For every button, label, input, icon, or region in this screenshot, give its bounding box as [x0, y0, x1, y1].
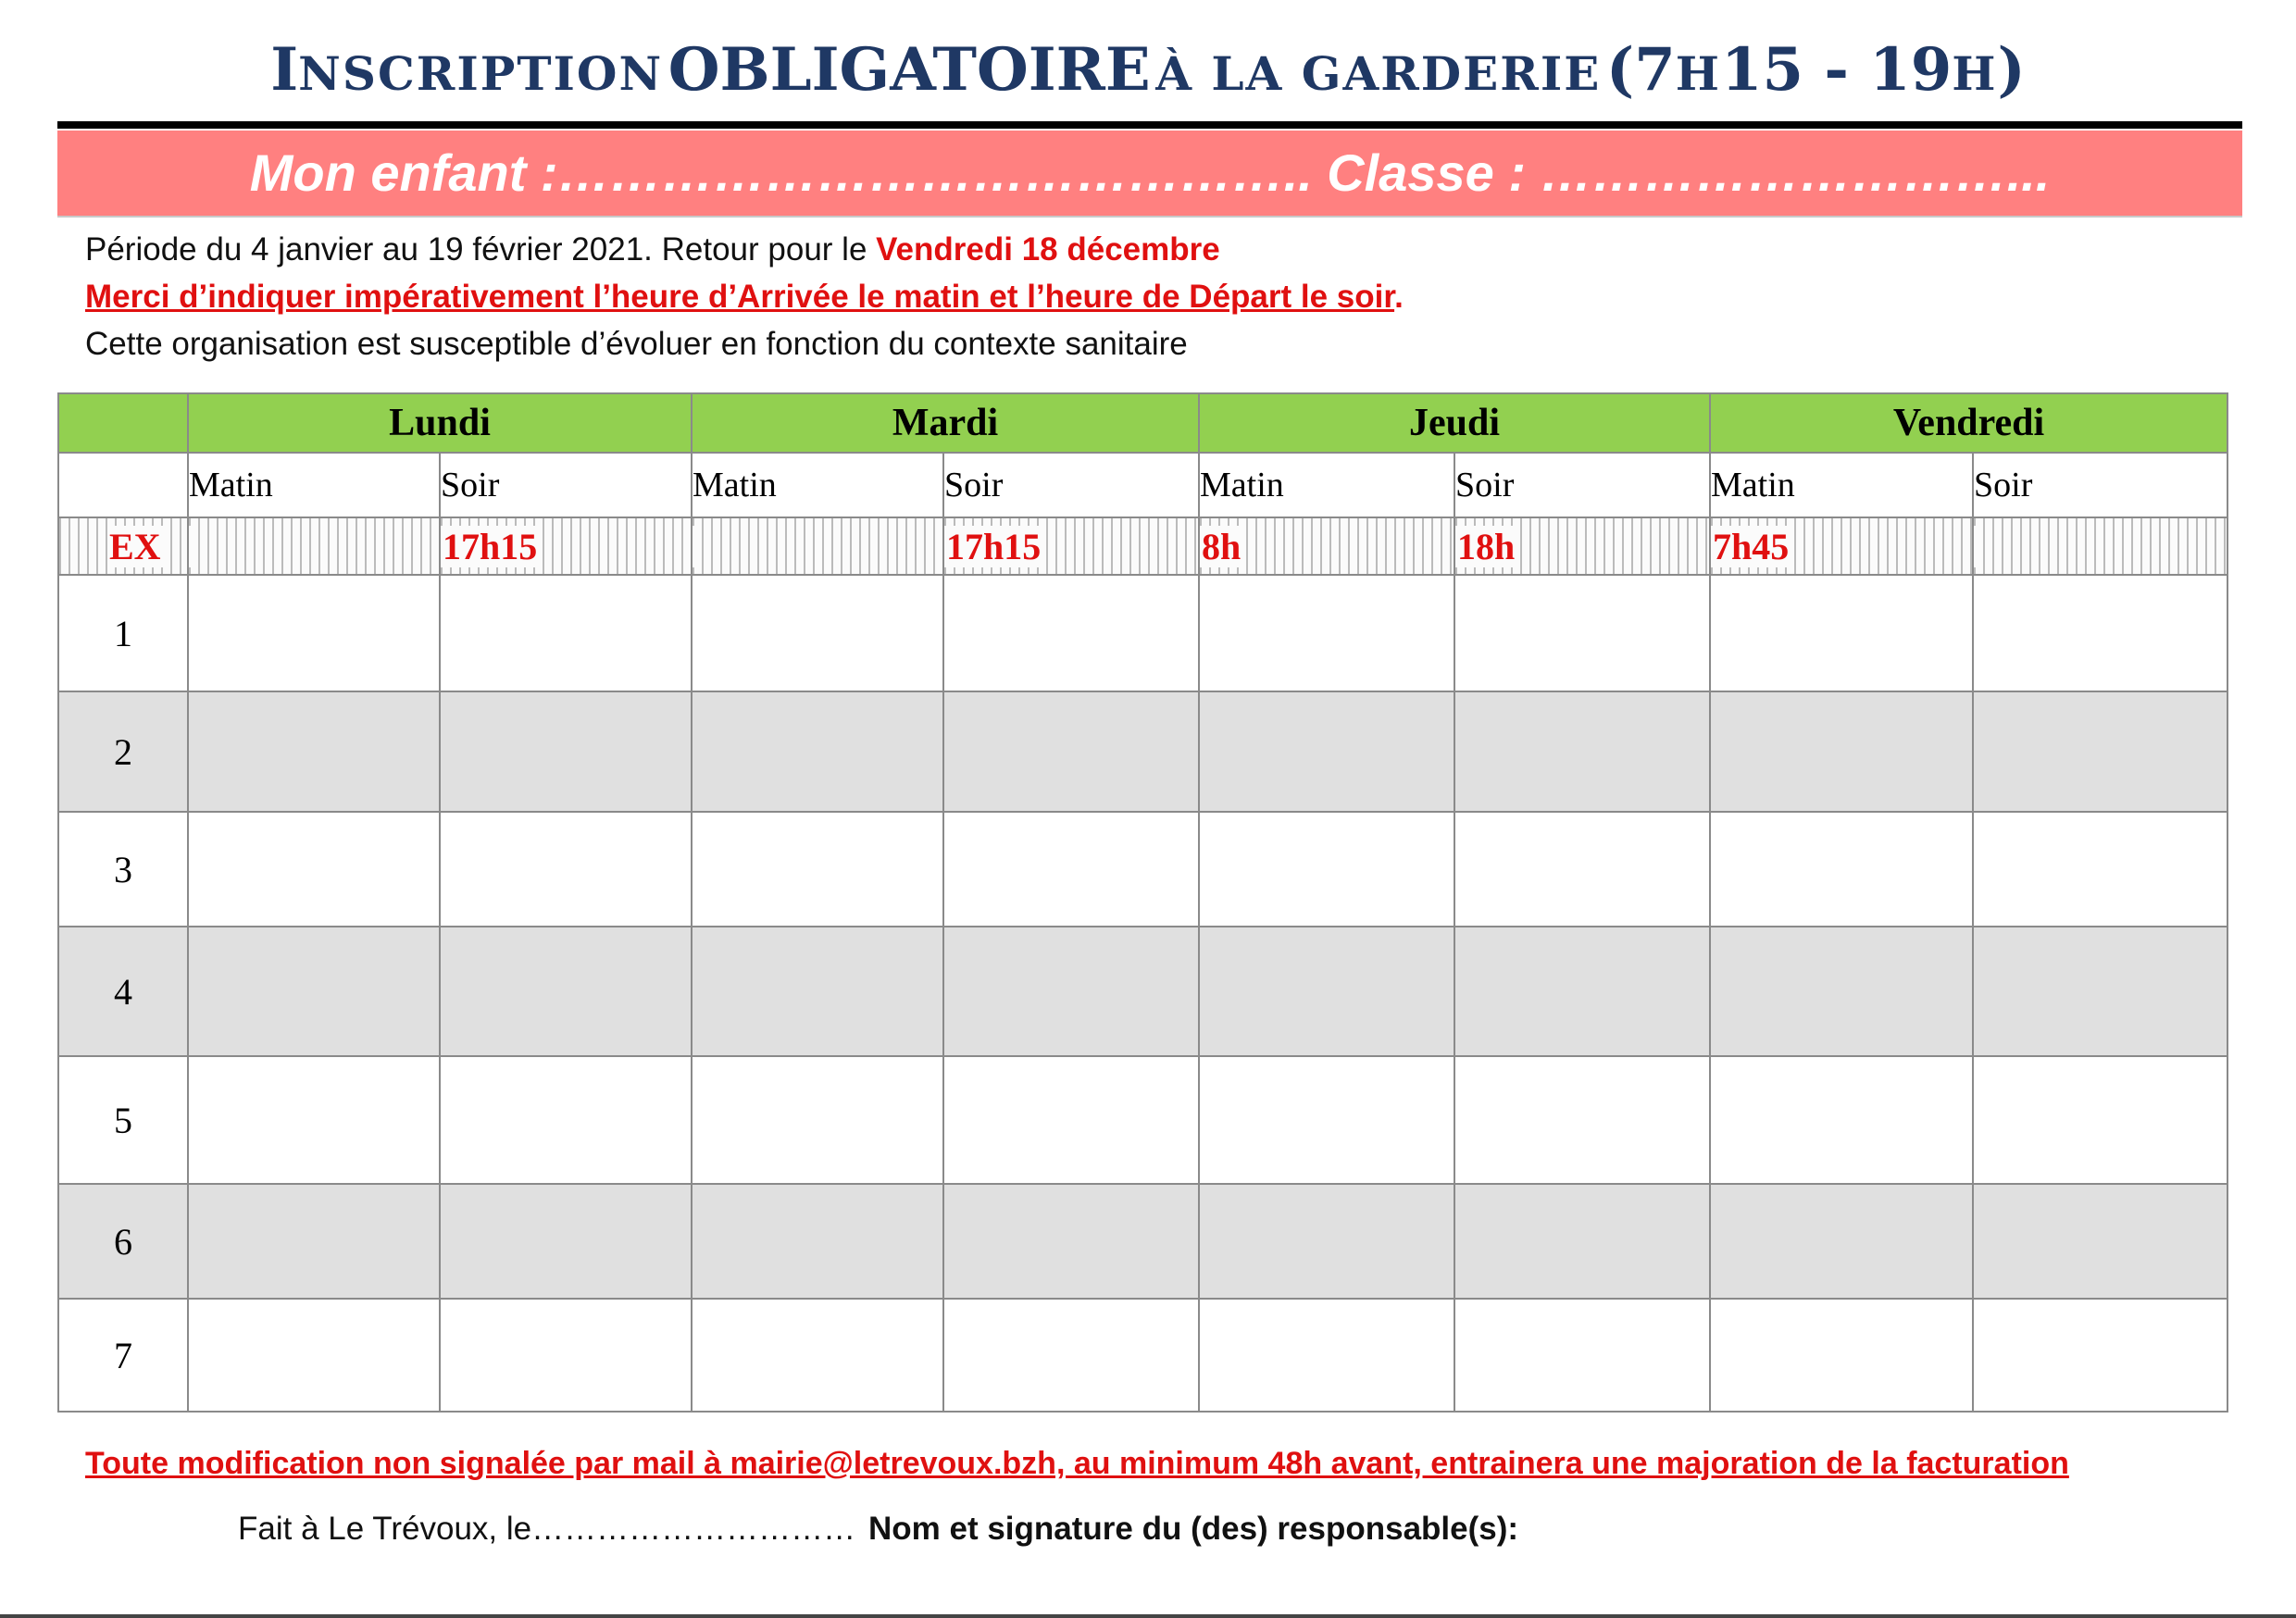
time-cell[interactable] — [1199, 575, 1454, 691]
time-cell[interactable] — [188, 575, 440, 691]
time-cell[interactable] — [440, 1184, 692, 1299]
time-cell[interactable] — [692, 927, 943, 1056]
title-part: I — [270, 35, 299, 105]
example-cell — [1199, 517, 1454, 575]
child-class-banner[interactable]: Mon enfant :…………………………………….. Classe : ………………………... — [57, 131, 2242, 216]
time-cell[interactable] — [1710, 1184, 1973, 1299]
example-value — [693, 526, 696, 567]
example-label: EX — [109, 525, 161, 567]
sanitary-note: Cette organisation est susceptible d’évoluer en fonction du contexte sanitaire — [85, 326, 1188, 362]
title-part: ) — [1997, 35, 2026, 105]
example-cell — [440, 517, 692, 575]
time-cell[interactable] — [1973, 575, 2227, 691]
time-cell[interactable] — [1710, 1299, 1973, 1412]
period-line — [85, 231, 1220, 268]
table-row — [58, 1056, 2227, 1184]
table-row — [58, 691, 2227, 812]
table-row — [58, 1184, 2227, 1299]
title-part: 15 - 19 — [1720, 35, 1953, 105]
time-cell[interactable] — [440, 691, 692, 812]
time-cell[interactable] — [188, 927, 440, 1056]
example-cell — [58, 517, 188, 575]
example-row — [58, 517, 2227, 575]
day-header: Lundi — [188, 393, 692, 453]
title-part: H — [1675, 46, 1721, 101]
place-date-field[interactable]: Fait à Le Trévoux, le………………………… — [238, 1511, 856, 1547]
title-part: NSCRIPTION — [298, 46, 664, 101]
time-cell[interactable] — [188, 1299, 440, 1412]
modification-notice: Toute modification non signalée par mail à mairie@letrevoux.bzh, au minimum 48h avant, entrainera une majoration de la facturation — [85, 1446, 2069, 1481]
time-cell[interactable] — [692, 575, 943, 691]
week-number: 4 — [58, 927, 188, 1056]
time-cell[interactable] — [440, 927, 692, 1056]
time-cell[interactable] — [692, 812, 943, 927]
session-header: Matin — [188, 453, 440, 517]
title-part: (7 — [1605, 35, 1676, 105]
time-cell[interactable] — [1454, 691, 1710, 812]
time-cell[interactable] — [943, 812, 1199, 927]
time-cell[interactable] — [440, 575, 692, 691]
corner-cell — [58, 393, 188, 453]
time-cell[interactable] — [692, 1184, 943, 1299]
example-value: 17h15 — [946, 525, 1042, 567]
example-value — [189, 526, 193, 567]
bottom-border — [0, 1614, 2296, 1618]
corner-cell — [58, 453, 188, 517]
time-cell[interactable] — [188, 1184, 440, 1299]
time-cell[interactable] — [188, 812, 440, 927]
time-cell[interactable] — [943, 691, 1199, 812]
session-header: Soir — [440, 453, 692, 517]
example-cell — [1454, 517, 1710, 575]
time-cell[interactable] — [692, 1299, 943, 1412]
title-part: H — [1952, 46, 1998, 101]
time-cell[interactable] — [1199, 927, 1454, 1056]
instruction-text: Merci d’indiquer impérativement l’heure d’Arrivée le matin et l’heure de Départ le soir — [85, 279, 1395, 315]
time-cell[interactable] — [1199, 1299, 1454, 1412]
session-header: Soir — [1973, 453, 2227, 517]
example-cell — [1710, 517, 1973, 575]
page-title — [0, 35, 2296, 118]
time-cell[interactable] — [1454, 1056, 1710, 1184]
time-cell[interactable] — [188, 1056, 440, 1184]
time-cell[interactable] — [943, 1299, 1199, 1412]
time-cell[interactable] — [1973, 1299, 2227, 1412]
time-cell[interactable] — [440, 1299, 692, 1412]
table-row — [58, 575, 2227, 691]
session-header: Matin — [692, 453, 943, 517]
time-cell[interactable] — [1454, 812, 1710, 927]
table-row — [58, 1299, 2227, 1412]
title-part: OBLIGATOIRE — [668, 35, 1151, 105]
time-cell[interactable] — [1199, 691, 1454, 812]
example-value — [1974, 526, 1978, 567]
time-cell[interactable] — [692, 691, 943, 812]
time-cell[interactable] — [943, 927, 1199, 1056]
period-text: Période du 4 janvier au 19 février 2021. Retour pour le — [85, 231, 877, 268]
session-header: Matin — [1710, 453, 1973, 517]
session-header: Matin — [1199, 453, 1454, 517]
week-number: 2 — [58, 691, 188, 812]
time-cell[interactable] — [1710, 575, 1973, 691]
instruction-period: . — [1394, 279, 1404, 315]
time-cell[interactable] — [440, 1056, 692, 1184]
week-number: 3 — [58, 812, 188, 927]
day-header: Mardi — [692, 393, 1199, 453]
example-cell — [1973, 517, 2227, 575]
time-cell[interactable] — [943, 1056, 1199, 1184]
time-cell[interactable] — [1199, 1056, 1454, 1184]
week-number: 5 — [58, 1056, 188, 1184]
week-number: 7 — [58, 1299, 188, 1412]
example-value: 7h45 — [1713, 525, 1790, 567]
example-value: 8h — [1202, 525, 1242, 567]
session-header-row — [58, 453, 2227, 517]
example-value: 18h — [1457, 525, 1516, 567]
example-cell — [692, 517, 943, 575]
time-cell[interactable] — [1973, 812, 2227, 927]
time-cell[interactable] — [1454, 575, 1710, 691]
table-row — [58, 812, 2227, 927]
time-cell[interactable] — [1710, 691, 1973, 812]
time-cell[interactable] — [1454, 927, 1710, 1056]
time-cell[interactable] — [1199, 812, 1454, 927]
week-number: 1 — [58, 575, 188, 691]
example-cell — [943, 517, 1199, 575]
time-cell[interactable] — [1973, 691, 2227, 812]
title-divider — [57, 121, 2242, 129]
time-cell[interactable] — [692, 1056, 943, 1184]
signature-label: Nom et signature du (des) responsable(s): — [868, 1511, 1519, 1547]
example-value: 17h15 — [443, 525, 538, 567]
time-cell[interactable] — [188, 691, 440, 812]
time-cell[interactable] — [1973, 1056, 2227, 1184]
time-cell[interactable] — [1973, 1184, 2227, 1299]
time-cell[interactable] — [943, 575, 1199, 691]
session-header: Soir — [943, 453, 1199, 517]
attendance-table — [57, 392, 2228, 1413]
time-cell[interactable] — [1199, 1184, 1454, 1299]
time-cell[interactable] — [1973, 927, 2227, 1056]
time-cell[interactable] — [1710, 927, 1973, 1056]
time-cell[interactable] — [1454, 1184, 1710, 1299]
title-part: À LA GARDERIE — [1155, 46, 1602, 101]
time-cell[interactable] — [1454, 1299, 1710, 1412]
table-row — [58, 927, 2227, 1056]
week-number: 6 — [58, 1184, 188, 1299]
time-cell[interactable] — [1710, 812, 1973, 927]
time-cell[interactable] — [943, 1184, 1199, 1299]
day-header: Jeudi — [1199, 393, 1710, 453]
day-header-row — [58, 393, 2227, 453]
instruction-line — [85, 279, 1404, 316]
example-cell — [188, 517, 440, 575]
return-date: Vendredi 18 décembre — [876, 231, 1220, 268]
time-cell[interactable] — [440, 812, 692, 927]
time-cell[interactable] — [1710, 1056, 1973, 1184]
day-header: Vendredi — [1710, 393, 2227, 453]
session-header: Soir — [1454, 453, 1710, 517]
